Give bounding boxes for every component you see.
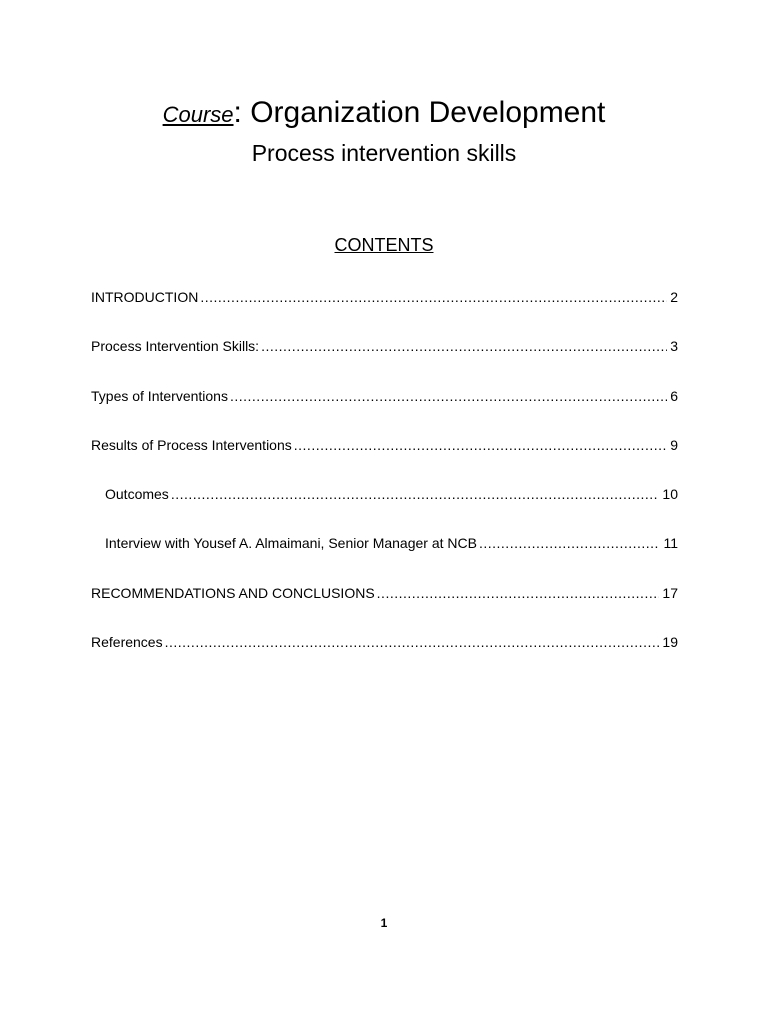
toc-entry-label: Types of Interventions [91, 387, 228, 404]
toc-dot-leader [261, 335, 667, 357]
toc-entry-page: 11 [663, 535, 678, 552]
toc-entry-interview[interactable] [91, 532, 678, 581]
toc-entry-page: 2 [670, 289, 678, 305]
toc-entry-page: 17 [662, 584, 678, 601]
toc-entry-label: Outcomes [105, 486, 169, 503]
course-label: Course [162, 102, 234, 127]
toc-entry-process-intervention-skills[interactable] [91, 335, 678, 384]
toc-entry-page: 19 [662, 634, 678, 651]
toc-dot-leader [165, 631, 660, 653]
toc-entry-page: 9 [670, 436, 678, 453]
title-separator: : [233, 96, 242, 129]
toc-dot-leader [479, 532, 660, 554]
document-title [0, 94, 768, 134]
toc-dot-leader [171, 483, 660, 505]
toc-entry-recommendations[interactable] [91, 582, 678, 631]
contents-heading: CONTENTS [334, 235, 434, 255]
toc-entry-results[interactable] [91, 434, 678, 483]
toc-dot-leader [200, 286, 667, 308]
toc-entry-introduction[interactable] [91, 286, 678, 335]
toc-entry-label: Process Intervention Skills: [91, 338, 260, 355]
course-title: Organization Development [241, 96, 606, 129]
toc-dot-leader [377, 582, 660, 604]
toc-entry-label: Results of Process Interventions [91, 436, 292, 453]
toc-entry-label: Interview with Yousef A. Almaimani, Senior Manager at NCB [105, 535, 477, 552]
toc-entry-page: 6 [670, 387, 678, 404]
toc-entry-label: RECOMMENDATIONS AND CONCLUSIONS [91, 584, 375, 601]
toc-entry-page: 3 [670, 338, 678, 355]
document-subtitle: Process intervention skills [251, 140, 517, 166]
toc-entry-references[interactable] [91, 631, 678, 680]
toc-entry-label: References [91, 634, 163, 651]
toc-dot-leader [294, 434, 667, 456]
page-number: 1 [380, 916, 388, 930]
toc-entry-page: 10 [662, 486, 678, 503]
table-of-contents [91, 286, 678, 680]
toc-entry-types-of-interventions[interactable] [91, 385, 678, 434]
toc-entry-outcomes[interactable] [91, 483, 678, 532]
toc-entry-label: INTRODUCTION [91, 289, 199, 305]
toc-dot-leader [230, 385, 667, 407]
